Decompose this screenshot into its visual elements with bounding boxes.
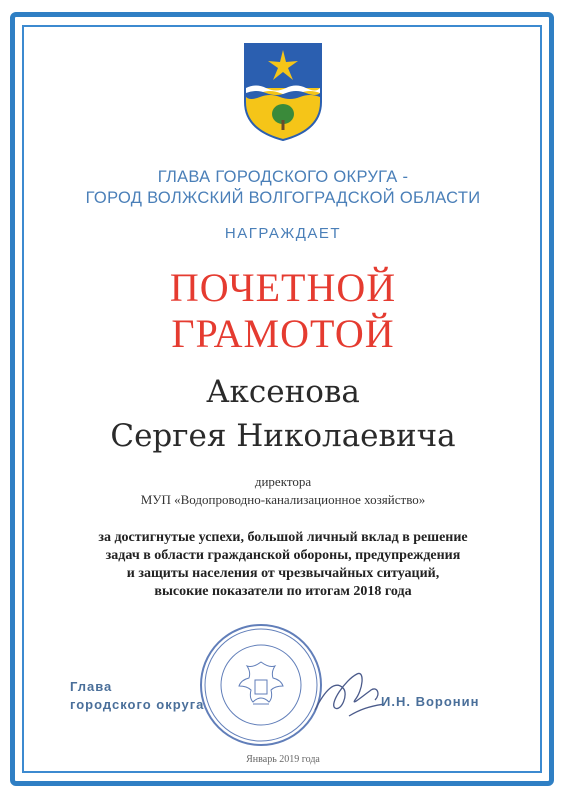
recipient-given-names: Сергея Николаевича (110, 418, 456, 454)
header-line-2: ГОРОД ВОЛЖСКИЙ ВОЛГОГРАДСКОЙ ОБЛАСТИ (85, 189, 481, 207)
recipient-surname: Аксенова (206, 374, 360, 410)
signer-name: И.Н. Воронин (381, 694, 480, 709)
coat-of-arms-icon (243, 42, 323, 142)
reason-line: и защиты населения от чрезвычайных ситуаций, (126, 566, 440, 581)
header-line-1: ГЛАВА ГОРОДСКОГО ОКРУГА - (157, 168, 409, 186)
reason-line: задач в области гражданской обороны, предупреждения (105, 548, 461, 563)
signer-title-line-2: городского округа (70, 697, 205, 712)
title-line-1: ПОЧЕТНОЙ (169, 265, 397, 310)
organization-name: МУП «Водопроводно-канализационное хозяйство» (140, 492, 426, 507)
title-line-2: ГРАМОТОЙ (171, 311, 395, 356)
reason-line: за достигнутые успехи, большой личный вклад в решение (98, 530, 468, 545)
position-title: директора (254, 474, 312, 489)
signer-title-line-1: Глава (70, 679, 113, 694)
signature-icon (305, 660, 395, 725)
issue-date: Январь 2019 года (246, 754, 320, 765)
award-verb: НАГРАЖДАЕТ (224, 225, 342, 242)
reason-line: высокие показатели по итогам 2018 года (154, 584, 412, 599)
